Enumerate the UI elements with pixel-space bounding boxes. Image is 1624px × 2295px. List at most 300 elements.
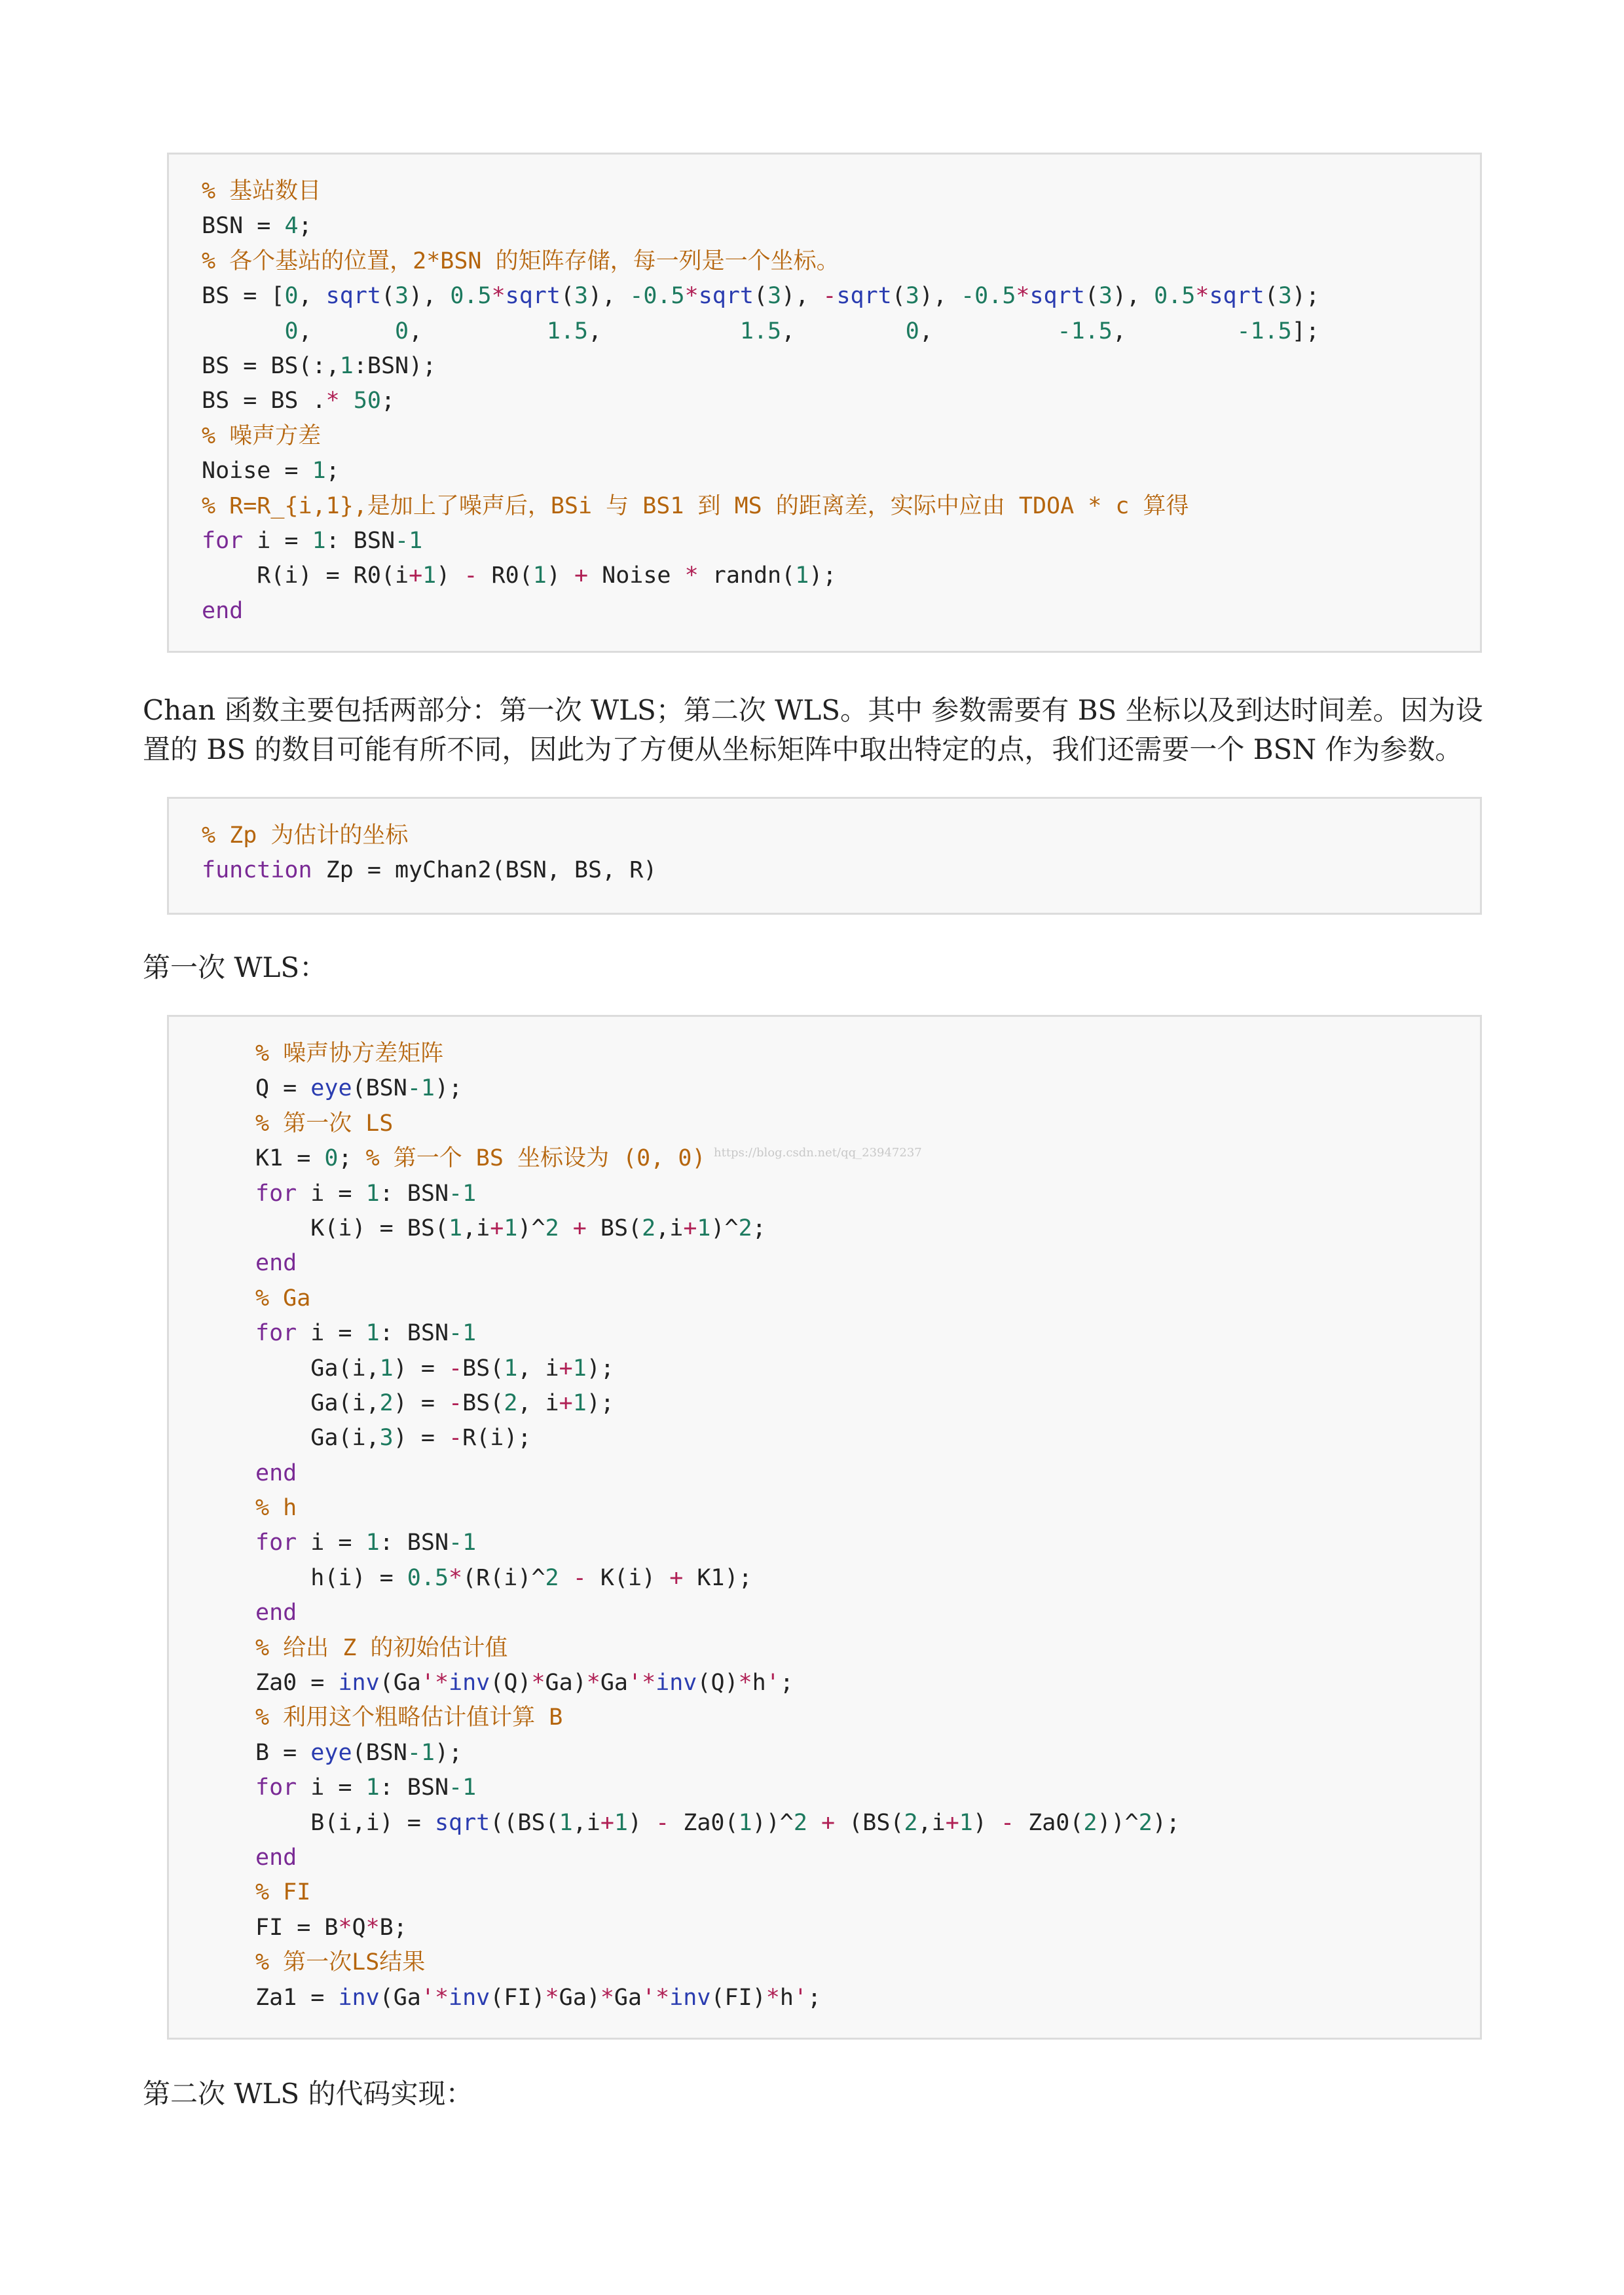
- code-token: BS(: [462, 1389, 504, 1416]
- code-line: [255, 1107, 1467, 1141]
- code-token: -0.5: [961, 283, 1016, 310]
- code-token: '*: [420, 1984, 449, 2011]
- code-token: for: [255, 1180, 297, 1207]
- code-token: -1: [407, 1739, 435, 1766]
- code-token: inv: [655, 1670, 697, 1697]
- code-token: ,: [919, 318, 1058, 344]
- code-token: );: [1152, 1809, 1180, 1836]
- code-token: 1: [422, 562, 437, 589]
- code-token: -1: [449, 1320, 477, 1347]
- code-token: end: [202, 597, 244, 624]
- code-token: '*: [642, 1984, 670, 2011]
- code-token: : BSN: [379, 1774, 449, 1801]
- code-token: for: [255, 1530, 297, 1556]
- code-token: :BSN);: [353, 352, 437, 379]
- code-token: BS(: [586, 1215, 642, 1241]
- code-token: 2: [1138, 1809, 1153, 1836]
- code-token: : BSN: [379, 1320, 449, 1347]
- code-token: K1 =: [255, 1145, 325, 1172]
- code-token: Za0(: [669, 1809, 739, 1836]
- code-token: i =: [297, 1774, 366, 1801]
- code-block-function-signature: [167, 797, 1482, 915]
- code-token: sqrt: [698, 283, 754, 310]
- code-line: [255, 1561, 1467, 1596]
- code-token: 0: [284, 318, 299, 344]
- code-token: % FI: [255, 1879, 311, 1906]
- code-token: +: [945, 1809, 959, 1836]
- code-token: , i: [517, 1355, 559, 1382]
- code-token: +: [490, 1215, 504, 1241]
- code-token: ;: [752, 1215, 766, 1241]
- code-token: 1: [532, 562, 547, 589]
- code-token: );: [809, 562, 837, 589]
- code-token: i =: [297, 1530, 366, 1556]
- code-token: +: [409, 562, 423, 589]
- code-token: [559, 1565, 573, 1591]
- code-line: [255, 1456, 1467, 1491]
- code-line: [202, 454, 1467, 488]
- code-token: : BSN: [379, 1180, 449, 1207]
- code-token: inv: [338, 1984, 380, 2011]
- code-line: [255, 1071, 1467, 1106]
- code-line: [255, 1246, 1467, 1281]
- code-token: -1: [407, 1075, 435, 1102]
- code-token: end: [255, 1460, 297, 1486]
- code-token: % R=R_{i,1},是加上了噪声后，BSi 与 BS1 到 MS 的距离差，实际中应由 TDOA * c 算得: [202, 492, 1189, 519]
- code-token: +: [669, 1564, 684, 1591]
- code-token: *: [600, 1984, 614, 2011]
- code-token: (: [891, 283, 906, 310]
- code-line: [255, 1631, 1467, 1666]
- code-line: [255, 1875, 1467, 1910]
- code-token: (R(i)^: [462, 1564, 545, 1591]
- code-token: % 利用这个粗略估计值计算 B: [255, 1704, 563, 1731]
- code-line: [255, 1177, 1467, 1211]
- code-line: [255, 1736, 1467, 1771]
- code-token: 2: [379, 1389, 394, 1416]
- code-token: Ga: [614, 1984, 642, 2011]
- code-token: % 各个基站的位置，2*BSN 的矩阵存储，每一列是一个坐标。: [202, 248, 840, 274]
- code-line: [255, 1421, 1467, 1456]
- code-line: [255, 1806, 1467, 1841]
- code-token: sqrt: [325, 283, 381, 310]
- code-token: *: [766, 1984, 780, 2011]
- code-token: 1: [449, 1215, 463, 1241]
- code-token: R(i);: [462, 1425, 532, 1452]
- code-block-base-stations: [167, 153, 1482, 653]
- code-token: ;: [298, 213, 312, 240]
- code-line: [255, 1841, 1467, 1875]
- code-token: i =: [297, 1320, 366, 1347]
- code-token: '*: [420, 1670, 449, 1697]
- code-token: ),: [588, 283, 630, 310]
- code-token: -1.5: [1057, 318, 1113, 344]
- code-token: -1: [449, 1774, 477, 1801]
- code-token: ;: [380, 388, 396, 414]
- code-token: ,: [781, 318, 906, 344]
- code-token: -: [572, 1564, 587, 1591]
- code-token: ))^: [1097, 1809, 1139, 1836]
- code-token: 2: [793, 1809, 807, 1836]
- code-token: );: [434, 1739, 463, 1766]
- code-line: [202, 524, 1467, 559]
- code-token: BS = BS .: [202, 388, 326, 414]
- code-token: 1: [365, 1774, 380, 1801]
- code-token: function: [202, 857, 312, 884]
- code-line: [255, 1771, 1467, 1805]
- code-token: 1: [697, 1215, 711, 1241]
- code-token: -: [449, 1355, 463, 1382]
- code-line: [255, 1700, 1467, 1735]
- code-token: 1.5: [739, 318, 782, 344]
- code-token: ,: [409, 318, 547, 344]
- code-token: 0: [284, 283, 299, 310]
- code-token: [807, 1810, 821, 1836]
- code-token: 1: [504, 1215, 518, 1241]
- code-token: Zp = myChan2(BSN, BS, R): [312, 857, 657, 884]
- code-token: 1: [795, 562, 809, 589]
- code-token: 3: [1098, 283, 1113, 310]
- code-line: [255, 1037, 1467, 1071]
- code-token: 1.5: [546, 318, 589, 344]
- code-token: inv: [449, 1984, 490, 2011]
- code-token: 1: [504, 1355, 518, 1382]
- code-token: 50: [353, 388, 381, 414]
- code-token: +: [821, 1809, 836, 1836]
- code-token: (BSN: [352, 1075, 407, 1102]
- code-token: 0: [395, 318, 409, 344]
- code-token: eye: [310, 1075, 352, 1102]
- code-token: *: [684, 283, 699, 310]
- code-token: randn(: [698, 562, 796, 589]
- code-line: [202, 853, 1467, 888]
- code-token: -: [449, 1425, 463, 1452]
- code-token: : BSN: [325, 527, 396, 554]
- code-token: Q =: [255, 1075, 311, 1102]
- code-token: 1: [738, 1809, 752, 1836]
- code-token: (Ga: [379, 1670, 421, 1697]
- code-token: % 第一个 BS 坐标设为 (0, 0): [365, 1145, 706, 1172]
- code-token: 3: [379, 1425, 394, 1452]
- code-token: BS = BS(:,: [202, 352, 340, 379]
- code-token: FI = B: [255, 1914, 339, 1941]
- code-token: Za0 =: [255, 1670, 339, 1697]
- code-token: 1: [559, 1809, 573, 1836]
- code-line: [255, 1981, 1467, 2015]
- code-token: (: [380, 283, 396, 310]
- code-token: 3: [1278, 283, 1292, 310]
- code-token: +: [600, 1809, 614, 1836]
- code-content: [202, 174, 1467, 629]
- code-token: *: [684, 562, 699, 589]
- code-token: )^: [710, 1215, 739, 1241]
- paragraph-chan-intro: Chan 函数主要包括两部分：第一次 WLS；第二次 WLS。其中 参数需要有 BS 坐标以及到达时间差。因为设置的 BS 的数目可能有所不同，因此为了方便从坐标矩阵中取出特定的点，我们还需要一个 BSN 作为参数。: [143, 694, 1483, 765]
- code-token: 1: [614, 1809, 628, 1836]
- code-block-first-wls: [167, 1015, 1482, 2040]
- code-token: 4: [284, 213, 299, 240]
- code-token: [559, 1215, 573, 1241]
- code-token: BS = [: [202, 283, 285, 310]
- code-token: )^: [517, 1215, 545, 1241]
- code-token: inv: [449, 1670, 490, 1697]
- code-token: B =: [255, 1739, 311, 1766]
- code-token: (FI): [490, 1984, 545, 2011]
- code-token: ) =: [393, 1389, 449, 1416]
- code-line: [202, 279, 1467, 314]
- code-token: sqrt: [505, 283, 561, 310]
- code-token: Ga): [559, 1984, 600, 2011]
- code-token: 0.5: [450, 283, 492, 310]
- code-token: ,i: [655, 1215, 684, 1241]
- code-token: ;: [779, 1670, 794, 1697]
- paragraph-second-wls: 第二次 WLS 的代码实现：: [143, 2078, 473, 2110]
- code-token: ,: [298, 318, 396, 344]
- code-line: [255, 1316, 1467, 1351]
- code-token: ),: [919, 283, 961, 310]
- code-line: [202, 174, 1467, 209]
- code-token: Noise: [588, 562, 685, 589]
- code-token: (: [753, 283, 768, 310]
- code-token: 2: [1083, 1809, 1098, 1836]
- code-token: % 基站数目: [202, 178, 322, 204]
- code-token: ),: [409, 283, 451, 310]
- code-line: [202, 419, 1467, 454]
- code-token: 2: [545, 1564, 559, 1591]
- code-token: (: [560, 283, 575, 310]
- code-token: 0: [905, 318, 919, 344]
- code-token: % 噪声协方差矩阵: [255, 1040, 444, 1067]
- code-token: : BSN: [379, 1530, 449, 1556]
- code-token: % 第一次LS结果: [255, 1949, 426, 1976]
- code-token: +: [572, 1215, 587, 1241]
- code-line: [255, 1281, 1467, 1316]
- code-token: );: [1291, 283, 1320, 310]
- code-token: (: [1084, 283, 1099, 310]
- code-token: 2: [642, 1215, 656, 1241]
- code-token: Ga(i,: [255, 1355, 380, 1382]
- code-token: (Q): [490, 1670, 532, 1697]
- code-token: 1: [365, 1530, 380, 1556]
- code-token: ))^: [752, 1809, 794, 1836]
- code-token: ,i: [462, 1215, 490, 1241]
- code-token: -1: [449, 1180, 477, 1207]
- code-token: ': [766, 1670, 780, 1697]
- code-token: *: [586, 1670, 600, 1697]
- code-token: (BS(: [835, 1809, 904, 1836]
- code-token: 3: [395, 283, 409, 310]
- watermark-url: https://blog.csdn.net/qq_23947237: [714, 1146, 922, 1160]
- code-token: R(i) = R0(i: [202, 562, 409, 589]
- code-line: [255, 1351, 1467, 1386]
- code-line: [202, 818, 1467, 853]
- code-token: h(i) =: [255, 1564, 407, 1591]
- code-token: +: [559, 1389, 573, 1416]
- code-token: BSN =: [202, 213, 285, 240]
- code-token: *: [325, 388, 340, 414]
- code-token: ),: [1112, 283, 1154, 310]
- code-token: sqrt: [434, 1809, 490, 1836]
- code-token: ,i: [572, 1809, 600, 1836]
- code-token: % h: [255, 1495, 297, 1522]
- code-line: [202, 384, 1467, 418]
- code-token: -: [449, 1389, 463, 1416]
- code-token: 1: [572, 1355, 587, 1382]
- code-token: (Q): [697, 1670, 739, 1697]
- code-token: *: [738, 1670, 752, 1697]
- code-token: -: [655, 1809, 670, 1836]
- code-token: eye: [310, 1739, 352, 1766]
- code-token: (FI): [710, 1984, 766, 2011]
- code-token: +: [574, 562, 589, 589]
- code-token: ];: [1291, 318, 1320, 344]
- code-token: *: [1016, 283, 1030, 310]
- code-token: *: [545, 1984, 559, 2011]
- code-token: 1: [312, 527, 326, 554]
- code-token: Ga(i,: [255, 1425, 380, 1452]
- code-token: i =: [243, 527, 312, 554]
- code-token: Za1 =: [255, 1984, 339, 2011]
- code-token: ): [627, 1809, 656, 1836]
- code-line: [202, 209, 1467, 244]
- code-token: 0.5: [407, 1564, 449, 1591]
- code-token: K1);: [683, 1564, 752, 1591]
- code-token: 0: [324, 1145, 339, 1172]
- code-token: sqrt: [1029, 283, 1085, 310]
- code-line: [255, 1211, 1467, 1246]
- code-token: B(i,i) =: [255, 1809, 435, 1836]
- code-token: K(i): [586, 1564, 670, 1591]
- code-token: sqrt: [836, 283, 892, 310]
- code-token: inv: [669, 1984, 711, 2011]
- code-token: );: [586, 1389, 614, 1416]
- code-line: [255, 1945, 1467, 1980]
- code-token: +: [559, 1355, 573, 1382]
- code-token: end: [255, 1844, 297, 1871]
- code-token: 2: [545, 1215, 559, 1241]
- code-token: );: [434, 1075, 463, 1102]
- code-token: ) =: [393, 1355, 449, 1382]
- code-token: *: [365, 1914, 380, 1941]
- code-token: for: [255, 1320, 297, 1347]
- code-token: K(i) = BS(: [255, 1215, 449, 1241]
- code-token: [202, 318, 284, 344]
- code-token: h: [779, 1984, 794, 2011]
- code-token: % Ga: [255, 1285, 311, 1312]
- code-token: *: [1195, 283, 1209, 310]
- code-token: , i: [517, 1389, 559, 1416]
- code-token: +: [683, 1215, 697, 1241]
- code-token: -: [822, 283, 837, 310]
- code-token: ;: [325, 458, 340, 485]
- code-token: ,: [298, 283, 326, 310]
- code-token: % Zp 为估计的坐标: [202, 822, 409, 849]
- code-line: [202, 349, 1467, 384]
- code-token: ),: [781, 283, 823, 310]
- code-content: [202, 818, 1467, 889]
- code-line: [255, 1491, 1467, 1526]
- code-token: ): [546, 562, 574, 589]
- code-line: [202, 314, 1467, 349]
- code-token: *: [338, 1914, 352, 1941]
- code-token: (BSN: [352, 1739, 407, 1766]
- code-token: -: [464, 562, 478, 589]
- code-token: ,: [1112, 318, 1237, 344]
- code-token: *: [449, 1564, 463, 1591]
- code-token: B;: [379, 1914, 407, 1941]
- code-token: Noise =: [202, 458, 312, 485]
- code-token: ;: [338, 1145, 366, 1172]
- code-token: Ga): [545, 1670, 587, 1697]
- code-token: 3: [905, 283, 919, 310]
- code-token: 1: [572, 1389, 587, 1416]
- code-token: for: [202, 527, 244, 554]
- code-token: (: [1264, 283, 1278, 310]
- code-token: 1: [365, 1320, 380, 1347]
- code-token: );: [586, 1355, 614, 1382]
- code-token: end: [255, 1600, 297, 1626]
- code-token: (Ga: [379, 1984, 421, 2011]
- code-line: [255, 1666, 1467, 1700]
- code-token: 1: [365, 1180, 380, 1207]
- code-line: [202, 559, 1467, 593]
- code-token: for: [255, 1774, 297, 1801]
- code-token: 2: [738, 1215, 752, 1241]
- code-token: -1: [395, 527, 423, 554]
- code-token: % 给出 Z 的初始估计值: [255, 1634, 508, 1661]
- paragraph-first-wls: 第一次 WLS：: [143, 951, 327, 983]
- code-token: end: [255, 1250, 297, 1277]
- code-token: Q: [352, 1914, 366, 1941]
- code-token: 2: [504, 1389, 518, 1416]
- code-token: 3: [767, 283, 782, 310]
- code-line: [202, 489, 1467, 524]
- code-token: h: [752, 1670, 766, 1697]
- code-token: 0.5: [1154, 283, 1196, 310]
- code-token: -1: [449, 1530, 477, 1556]
- code-token: % 噪声方差: [202, 422, 322, 449]
- code-line: [255, 1596, 1467, 1630]
- code-token: 1: [959, 1809, 973, 1836]
- code-token: ,i: [917, 1809, 946, 1836]
- code-token: 1: [312, 458, 326, 485]
- code-token: R0(: [477, 562, 533, 589]
- code-line: [255, 1526, 1467, 1560]
- code-token: ;: [807, 1984, 822, 2011]
- code-token: *: [491, 283, 506, 310]
- code-token: ) =: [393, 1425, 449, 1452]
- code-line: [255, 1386, 1467, 1421]
- code-token: ((BS(: [490, 1809, 559, 1836]
- code-token: ): [436, 562, 464, 589]
- code-token: -0.5: [629, 283, 685, 310]
- code-content: [255, 1037, 1467, 2015]
- code-token: '*: [628, 1670, 656, 1697]
- code-token: *: [531, 1670, 545, 1697]
- code-token: [340, 388, 354, 414]
- code-token: 1: [379, 1355, 394, 1382]
- code-token: ': [793, 1984, 807, 2011]
- code-token: 1: [339, 352, 354, 379]
- code-token: sqrt: [1209, 283, 1264, 310]
- code-token: BS(: [462, 1355, 504, 1382]
- code-line: [202, 244, 1467, 279]
- code-token: 2: [904, 1809, 918, 1836]
- code-token: Ga: [600, 1670, 628, 1697]
- code-token: -: [1001, 1809, 1015, 1836]
- code-token: ): [972, 1809, 1001, 1836]
- code-line: [255, 1911, 1467, 1945]
- code-token: Ga(i,: [255, 1389, 380, 1416]
